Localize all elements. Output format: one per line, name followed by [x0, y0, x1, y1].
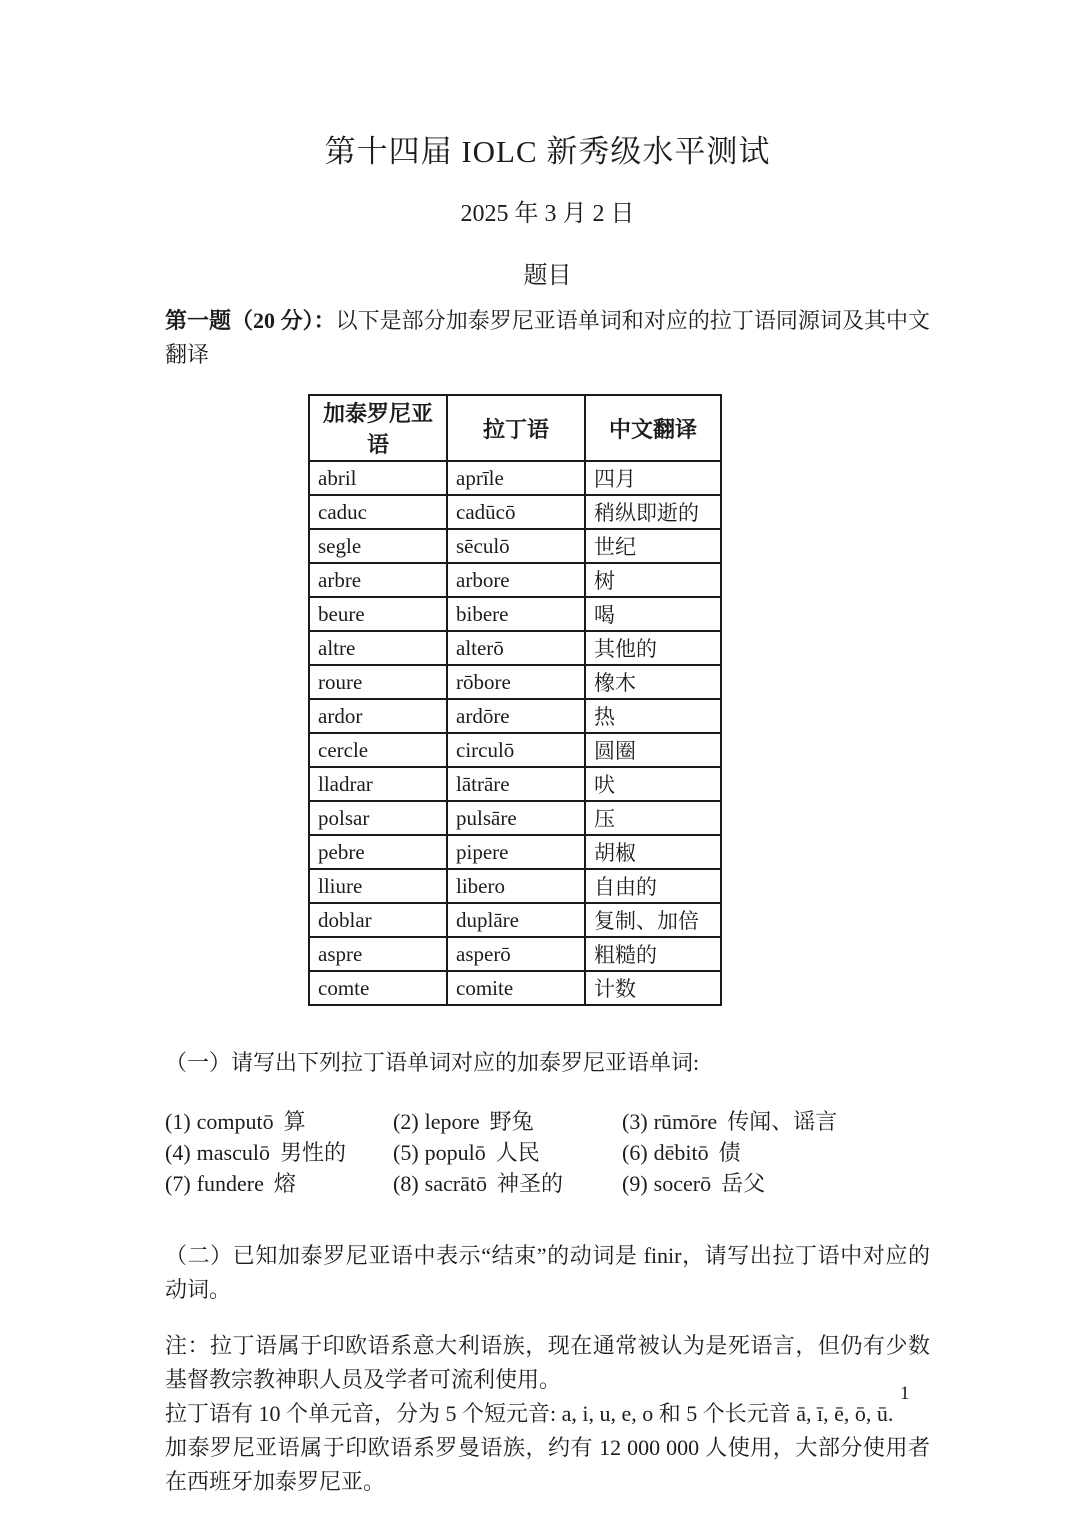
cell-catalan: comte	[309, 971, 447, 1005]
cell-latin: libero	[447, 869, 585, 903]
vocab-item-3	[622, 1106, 930, 1137]
cell-catalan: arbre	[309, 563, 447, 597]
cell-latin: sēculō	[447, 529, 585, 563]
vocab-num: (2)	[393, 1109, 419, 1134]
table-row	[309, 767, 721, 801]
cell-catalan: altre	[309, 631, 447, 665]
cell-catalan: caduc	[309, 495, 447, 529]
vocab-num: (4)	[165, 1140, 191, 1165]
cell-latin: bibere	[447, 597, 585, 631]
vocab-word: dēbitō	[653, 1140, 709, 1165]
vocab-item-1	[165, 1106, 393, 1137]
cell-catalan: roure	[309, 665, 447, 699]
cell-chinese: 树	[585, 563, 721, 597]
vocab-word: lepore	[424, 1109, 480, 1134]
vocab-num: (1)	[165, 1109, 191, 1134]
table-row	[309, 631, 721, 665]
cell-chinese: 四月	[585, 461, 721, 495]
table-row	[309, 597, 721, 631]
table-row	[309, 529, 721, 563]
table-row	[309, 495, 721, 529]
table-header-row	[309, 395, 721, 461]
header-chinese: 中文翻译	[585, 395, 721, 461]
page-number: 1	[900, 1383, 910, 1404]
cell-latin: pulsāre	[447, 801, 585, 835]
cell-catalan: pebre	[309, 835, 447, 869]
document-page	[165, 130, 930, 1499]
vocab-item-6	[622, 1137, 930, 1168]
vocab-word: sacrātō	[424, 1171, 487, 1196]
cell-catalan: cercle	[309, 733, 447, 767]
vocab-num: (7)	[165, 1171, 191, 1196]
vocab-item-9	[622, 1168, 930, 1199]
table-row	[309, 869, 721, 903]
cell-chinese: 其他的	[585, 631, 721, 665]
cognate-table	[308, 394, 722, 1006]
table-row	[309, 563, 721, 597]
cell-latin: pipere	[447, 835, 585, 869]
vocab-word: socerō	[653, 1171, 712, 1196]
vocab-num: (3)	[622, 1109, 648, 1134]
cell-latin: circulō	[447, 733, 585, 767]
table-row	[309, 937, 721, 971]
vocab-gloss: 男性的	[279, 1140, 346, 1165]
vocab-item-5	[393, 1137, 622, 1168]
vocab-gloss: 岳父	[721, 1171, 766, 1196]
cell-catalan: beure	[309, 597, 447, 631]
cell-chinese: 喝	[585, 597, 721, 631]
table-row	[309, 733, 721, 767]
cell-catalan: lliure	[309, 869, 447, 903]
cell-latin: aprīle	[447, 461, 585, 495]
vocab-item-7	[165, 1168, 393, 1199]
cell-latin: lātrāre	[447, 767, 585, 801]
cell-chinese: 吠	[585, 767, 721, 801]
vocab-gloss: 熔	[273, 1171, 296, 1196]
part1-prompt: （一）请写出下列拉丁语单词对应的加泰罗尼亚语单词:	[165, 1050, 700, 1075]
cell-catalan: aspre	[309, 937, 447, 971]
cell-chinese: 自由的	[585, 869, 721, 903]
cell-catalan: segle	[309, 529, 447, 563]
vocab-word: populō	[424, 1140, 486, 1165]
cell-latin: duplāre	[447, 903, 585, 937]
cell-chinese: 压	[585, 801, 721, 835]
vocab-list	[165, 1106, 930, 1199]
cell-latin: ardōre	[447, 699, 585, 733]
cell-chinese: 热	[585, 699, 721, 733]
vocab-item-8	[393, 1168, 622, 1199]
cell-latin: comite	[447, 971, 585, 1005]
cell-chinese: 复制、加倍	[585, 903, 721, 937]
cell-chinese: 胡椒	[585, 835, 721, 869]
vocab-word: rūmōre	[653, 1109, 718, 1134]
date: 2025 年 3 月 2 日	[460, 201, 635, 227]
cell-catalan: polsar	[309, 801, 447, 835]
question1-label: 第一题（20 分）：	[165, 308, 336, 333]
cell-chinese: 圆圈	[585, 733, 721, 767]
vocab-item-4	[165, 1137, 393, 1168]
vocab-gloss: 神圣的	[496, 1171, 563, 1196]
vocab-gloss: 传闻、谣言	[727, 1109, 838, 1134]
note-paragraph-2: 拉丁语有 10 个单元音，分为 5 个短元音: a, i, u, e, o 和 5 个长元音 ā, ī, ē, ō, ū.	[165, 1401, 894, 1426]
vocab-num: (9)	[622, 1171, 648, 1196]
vocab-num: (5)	[393, 1140, 419, 1165]
table-row	[309, 801, 721, 835]
vocab-gloss: 人民	[495, 1140, 540, 1165]
cell-catalan: abril	[309, 461, 447, 495]
vocab-gloss: 算	[283, 1109, 306, 1134]
table-row	[309, 903, 721, 937]
table-row	[309, 835, 721, 869]
vocab-gloss: 债	[718, 1140, 741, 1165]
table-row	[309, 699, 721, 733]
notes-section	[165, 1329, 930, 1499]
cell-chinese: 计数	[585, 971, 721, 1005]
cell-latin: alterō	[447, 631, 585, 665]
vocab-num: (6)	[622, 1140, 648, 1165]
cell-chinese: 粗糙的	[585, 937, 721, 971]
table-row	[309, 665, 721, 699]
cell-latin: cadūcō	[447, 495, 585, 529]
cell-chinese: 橡木	[585, 665, 721, 699]
vocab-num: (8)	[393, 1171, 419, 1196]
header-catalan: 加泰罗尼亚语	[309, 395, 447, 461]
table-row	[309, 971, 721, 1005]
header-latin: 拉丁语	[447, 395, 585, 461]
cell-latin: arbore	[447, 563, 585, 597]
page-title: 第十四届 IOLC 新秀级水平测试	[324, 134, 771, 169]
cell-latin: rōbore	[447, 665, 585, 699]
vocab-item-2	[393, 1106, 622, 1137]
cell-catalan: doblar	[309, 903, 447, 937]
cell-latin: asperō	[447, 937, 585, 971]
cell-chinese: 世纪	[585, 529, 721, 563]
vocab-gloss: 野兔	[489, 1109, 534, 1134]
note-paragraph-1: 注：拉丁语属于印欧语系意大利语族，现在通常被认为是死语言，但仍有少数基督教宗教神职人员及学者可流利使用。	[165, 1333, 930, 1392]
vocab-word: computō	[196, 1109, 274, 1134]
part2-prompt: （二）已知加泰罗尼亚语中表示“结束”的动词是 finir，请写出拉丁语中对应的动词。	[165, 1243, 930, 1302]
table-row	[309, 461, 721, 495]
question1-intro: 以下是部分加泰罗尼亚语单词和对应的拉丁语同源词及其中文翻译	[165, 308, 930, 367]
vocab-word: masculō	[196, 1140, 270, 1165]
note-paragraph-3: 加泰罗尼亚语属于印欧语系罗曼语族，约有 12 000 000 人使用，大部分使用者在西班牙加泰罗尼亚。	[165, 1435, 930, 1494]
cell-catalan: lladrar	[309, 767, 447, 801]
cell-chinese: 稍纵即逝的	[585, 495, 721, 529]
section-heading: 题目	[523, 263, 572, 289]
cell-catalan: ardor	[309, 699, 447, 733]
question1-intro-paragraph	[165, 304, 930, 372]
vocab-word: fundere	[196, 1171, 264, 1196]
